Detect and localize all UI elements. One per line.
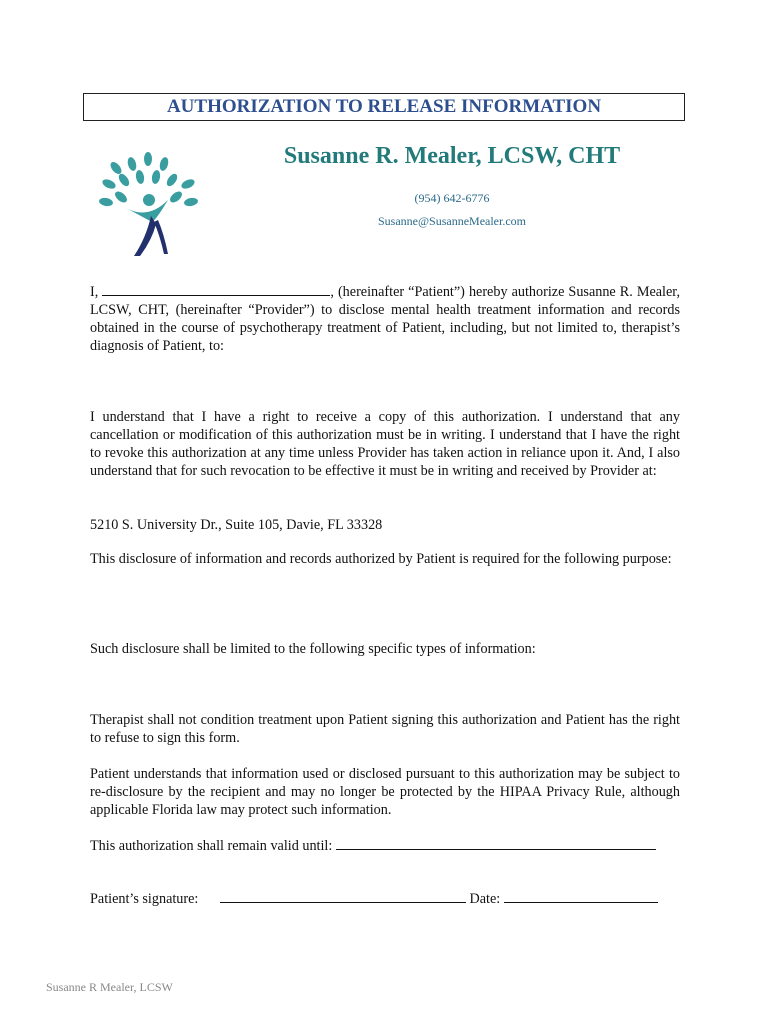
- rights-paragraph: I understand that I have a right to receive a copy of this authorization. I understand that any cancellation or modification of this authorization must be in writing. I understand that I have the right to revoke this authorization at any time unless Provider has taken action in reliance upon it. And, I also understand that for such revocation to be effective it must be in writing and received by Provider at:: [90, 409, 680, 479]
- date-label: Date:: [469, 891, 501, 907]
- authorization-paragraph: [90, 283, 680, 355]
- redisclosure-paragraph: Patient understands that information used or disclosed pursuant to this authorization may be subject to re-disclosure by the recipient and may no longer be protected by the HIPAA Privacy Rule, although applicable Florida law may protect such information.: [90, 766, 680, 818]
- date-field[interactable]: [504, 890, 658, 903]
- tree-person-icon: [96, 150, 206, 262]
- document-title: AUTHORIZATION TO RELEASE INFORMATION: [83, 93, 685, 121]
- provider-name: Susanne R. Mealer, LCSW, CHT: [283, 143, 621, 169]
- condition-paragraph: Therapist shall not condition treatment upon Patient signing this authorization and Patient has the right to refuse to sign this form.: [90, 712, 680, 746]
- provider-email[interactable]: Susanne@SusanneMealer.com: [377, 214, 527, 228]
- signature-line: [90, 890, 680, 908]
- valid-until-line: [90, 837, 680, 855]
- page-footer: Susanne R Mealer, LCSW: [46, 980, 173, 994]
- limited-paragraph: Such disclosure shall be limited to the following specific types of information:: [90, 641, 536, 657]
- purpose-paragraph: This disclosure of information and records authorized by Patient is required for the following purpose:: [90, 551, 672, 567]
- patient-name-field[interactable]: [102, 283, 330, 296]
- provider-phone: (954) 642-6776: [414, 191, 490, 205]
- signature-label: Patient’s signature:: [90, 891, 199, 907]
- signature-field[interactable]: [220, 890, 466, 903]
- valid-until-field[interactable]: [336, 837, 656, 850]
- valid-until-label: This authorization shall remain valid until:: [90, 838, 333, 854]
- intro-text: , (hereinafter “Patient”) hereby authorize Susanne R. Mealer, LCSW, CHT, (hereinafter “Provider”) to disclose mental health treatment information and records obtained in the course of psychotherapy treatment of Patient, including, but not limited to, therapist’s diagnosis of Patient, to:: [90, 284, 680, 354]
- provider-address: 5210 S. University Dr., Suite 105, Davie, FL 33328: [90, 517, 383, 533]
- intro-prefix: I,: [90, 284, 99, 300]
